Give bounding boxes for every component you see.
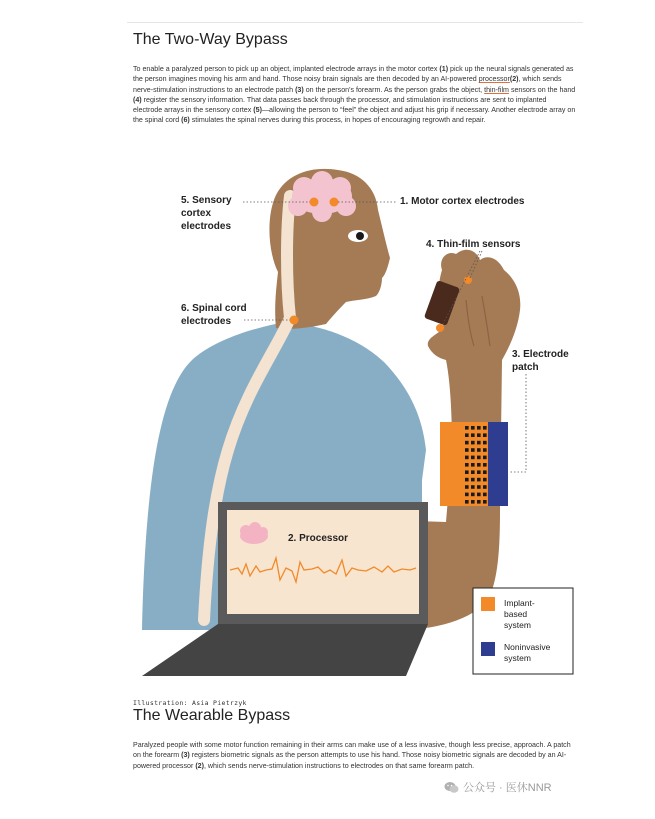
motor-cortex-dot [330,198,339,207]
spinal-cord-dot [290,316,299,325]
section-title-wearable: The Wearable Bypass [133,707,291,724]
patch-label-2: patch [512,362,539,373]
patch-electrode [483,448,487,452]
patch-leader [510,374,526,472]
patch-electrode [471,448,475,452]
patch-electrode [471,433,475,437]
patch-electrode [483,478,487,482]
legend-implant-1: Implant- [504,598,535,608]
sensory-label-2: cortex [181,208,212,219]
patch-electrode [471,426,475,430]
patch-electrode [483,441,487,445]
patch-noninvasive-band [488,422,508,506]
patch-electrode [483,493,487,497]
patch-electrode [465,463,469,467]
patch-electrode [465,448,469,452]
legend-noninv-2: system [504,653,531,663]
patch-electrode [471,456,475,460]
patch-electrode [483,485,487,489]
patch-electrode [477,463,481,467]
two-way-paragraph: To enable a paralyzed person to pick up an object, implanted electrode arrays in the motor cortex (1) pick up the neural signals generated as the person imagines moving his arm and hand. Those noisy brain signals are then decoded by an AI-powered processor(2), which sends nerve-stimulation instructions to an electrode patch (3) on the person's forearm. As the person grabs the object, thin-film sensors on the hand (4) register the sensory information. That data passes back through the processor, and stimulation instructions are sent to implanted electrode arrays in the sensory cortex (5)—allowing the person to “feel” the object and adjust his grip if necessary. Another electrode array on the spinal cord (6) stimulates the spinal nerves during this process, in hopes of encouraging regrowth and repair. [133,65,576,125]
patch-electrode [483,433,487,437]
wechat-icon [444,781,459,794]
legend-noninv-1: Noninvasive [504,642,551,652]
thin-film-label: 4. Thin-film sensors [426,239,521,250]
legend-swatch-implant [481,597,495,611]
patch-electrode [477,485,481,489]
sensory-label-1: 5. Sensory [181,195,232,206]
legend-implant-2: based [504,609,528,619]
patch-label-1: 3. Electrode [512,349,569,360]
patch-electrode [465,485,469,489]
patch-electrode [477,456,481,460]
patch-electrode [477,500,481,504]
patch-electrode [477,441,481,445]
thin-film-dot-2 [436,324,444,332]
patch-electrode [477,478,481,482]
spinal-label-2: electrodes [181,316,232,327]
patch-electrode [465,433,469,437]
bypass-illustration [126,150,582,692]
patch-electrode [465,470,469,474]
sensory-label-3: electrodes [181,221,232,232]
processor-label: 2. Processor [288,533,349,544]
patch-electrode [465,478,469,482]
patch-electrode [483,426,487,430]
patch-electrode [471,441,475,445]
top-divider [127,22,583,23]
section-title-two-way: The Two-Way Bypass [133,31,288,48]
patch-electrode [471,478,475,482]
patch-electrode [477,470,481,474]
pupil [356,232,364,240]
motor-label: 1. Motor cortex electrodes [400,196,525,207]
patch-electrode [465,500,469,504]
legend-implant-3: system [504,620,531,630]
watermark [444,779,552,795]
patch-electrode [483,456,487,460]
patch-electrode [477,433,481,437]
patch-electrode [477,426,481,430]
legend-swatch-noninvasive [481,642,495,656]
patch-electrode [465,426,469,430]
patch-electrode [471,463,475,467]
patch-implant-band [440,422,462,506]
patch-electrode [465,456,469,460]
illustration-credit: Illustration: Asia Pietrzyk [133,699,247,707]
patch-electrode [477,448,481,452]
patch-electrode [465,441,469,445]
spinal-label-1: 6. Spinal cord [181,303,247,314]
patch-electrode [471,485,475,489]
patch-electrode [471,470,475,474]
patch-electrode [483,500,487,504]
patch-electrode [471,500,475,504]
watermark-text: 公众号 · 医休NNR [463,782,552,794]
laptop-base [142,624,428,676]
patch-electrode [465,493,469,497]
wearable-paragraph: Paralyzed people with some motor function remaining in their arms can make use of a less invasive, though less precise, approach. A patch on the forearm (3) registers biometric signals as the person attempts to use his hand. Those noisy biometric signals are decoded by an AI-powered processor (2), which sends nerve-stimulation instructions to electrodes on that same forearm patch. [133,741,571,770]
sensory-cortex-dot [310,198,319,207]
patch-electrode [483,470,487,474]
patch-electrode [477,493,481,497]
legend [473,588,573,674]
patch-electrode [483,463,487,467]
patch-electrode [471,493,475,497]
